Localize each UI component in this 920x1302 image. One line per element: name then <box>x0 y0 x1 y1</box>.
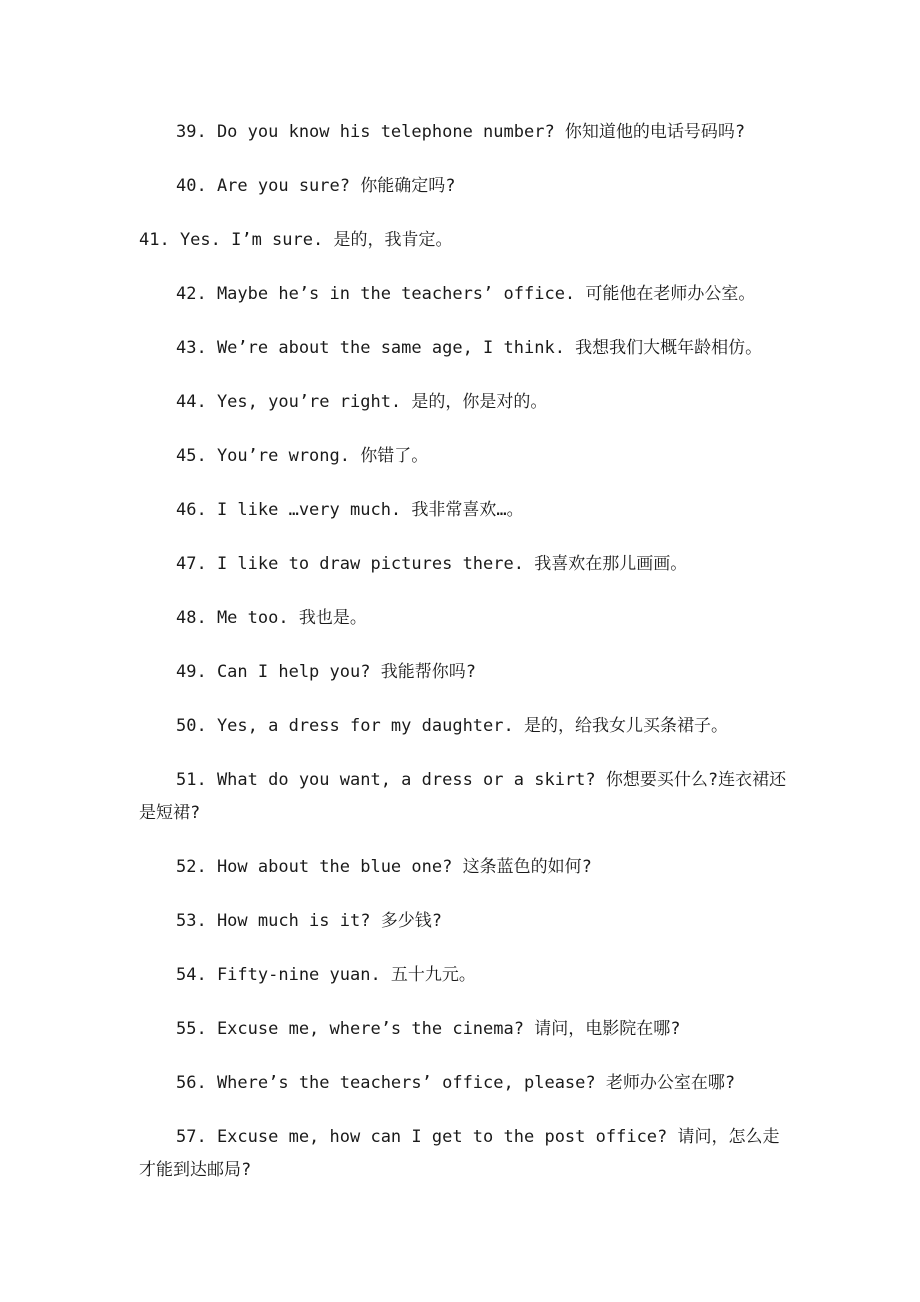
sentence-57: 57. Excuse me, how can I get to the post office? 请问，怎么走才能到达邮局? <box>139 1127 780 1180</box>
sentence-44: 44. Yes, you’re right. 是的，你是对的。 <box>176 392 548 412</box>
sentence-41: 41. Yes. I’m sure. 是的，我肯定。 <box>139 230 453 250</box>
sentence-39: 39. Do you know his telephone number? 你知道他的电话号码吗? <box>176 122 746 142</box>
sentence-47: 47. I like to draw pictures there. 我喜欢在那儿画画。 <box>176 554 688 574</box>
sentence-55: 55. Excuse me, where’s the cinema? 请问，电影院在哪? <box>176 1019 681 1039</box>
sentence-46: 46. I like …very much. 我非常喜欢…。 <box>176 500 524 520</box>
sentence-51: 51. What do you want, a dress or a skirt? 你想要买什么?连衣裙还是短裙? <box>139 770 787 823</box>
sentence-45: 45. You’re wrong. 你错了。 <box>176 446 429 466</box>
sentence-53: 53. How much is it? 多少钱? <box>176 911 442 931</box>
sentence-43: 43. We’re about the same age, I think. 我想我们大概年龄相仿。 <box>176 338 763 358</box>
sentence-49: 49. Can I help you? 我能帮你吗? <box>176 662 476 682</box>
sentence-56: 56. Where’s the teachers’ office, please? 老师办公室在哪? <box>176 1073 736 1093</box>
sentence-50: 50. Yes, a dress for my daughter. 是的，给我女儿买条裙子。 <box>176 716 728 736</box>
sentence-52: 52. How about the blue one? 这条蓝色的如何? <box>176 857 592 877</box>
sentence-48: 48. Me too. 我也是。 <box>176 608 367 628</box>
sentence-54: 54. Fifty-nine yuan. 五十九元。 <box>176 965 476 985</box>
sentence-40: 40. Are you sure? 你能确定吗? <box>176 176 456 196</box>
sentence-42: 42. Maybe he’s in the teachers’ office. 可能他在老师办公室。 <box>176 284 756 304</box>
